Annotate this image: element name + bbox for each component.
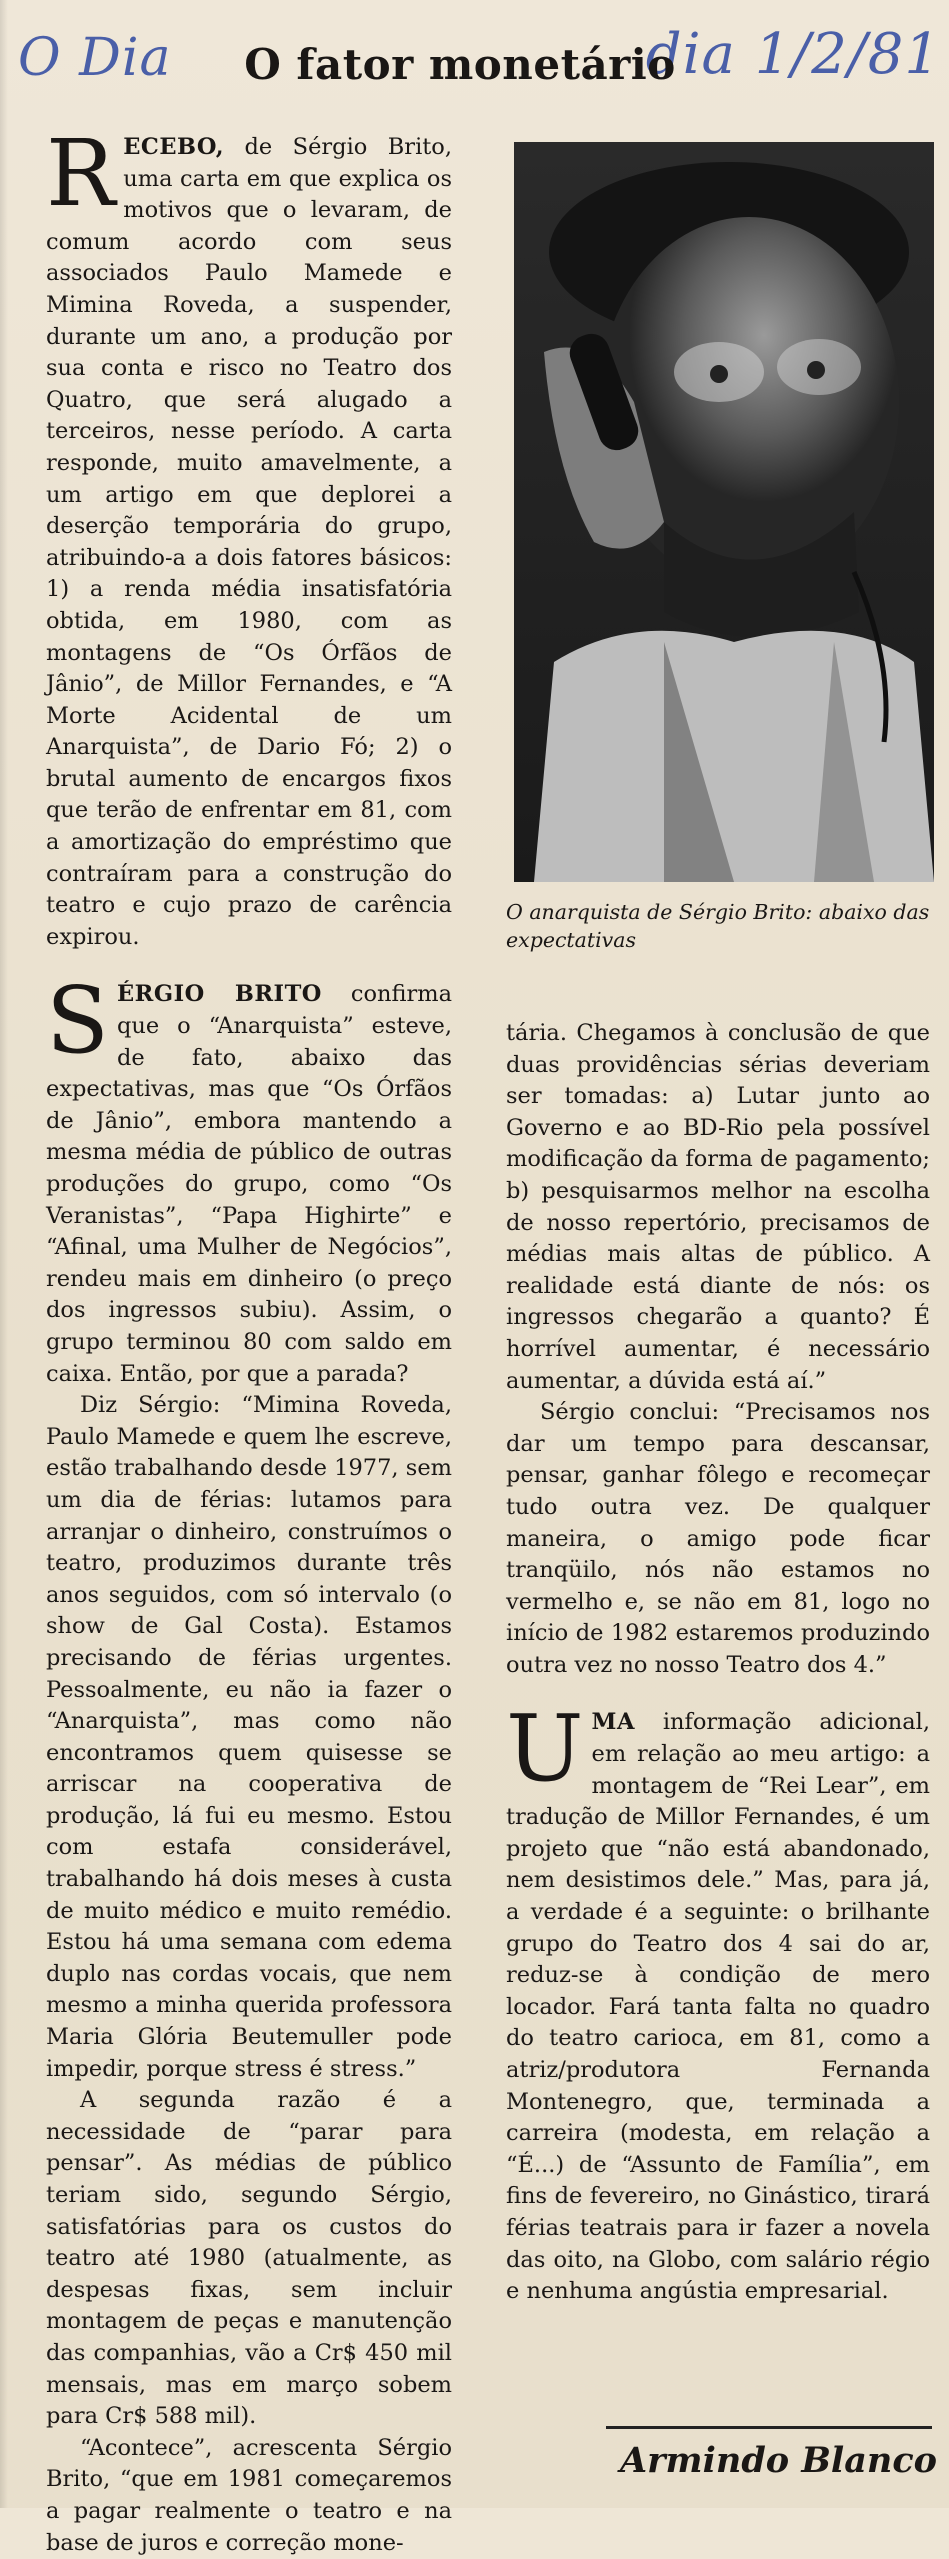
author-byline: Armindo Blanco	[619, 2440, 937, 2481]
paragraph-2	[46, 967, 452, 1390]
paragraph-1-text: de Sérgio Brito, uma carta em que explica os motivos que o levaram, de comum acordo com seus associados Paulo Mamede e Mimina Roveda, a suspender, durante um ano, a produção por sua conta e risco no Teatro dos Quatro, que será alugado a terceiros, nesse período. A carta responde, muito amavelmente, a um artigo em que deplorei a deserção temporária do grupo, atribuindo-a a dois fatores básicos: 1) a renda média insatisfatória obtida, em 1980, com as montagens de “Os Órfãos de Jânio”, de Millor Fernandes, e “A Morte Acidental de um Anarquista”, de Dario Fó; 2) o brutal aumento de encargos fixos que terão de enfrentar em 81, com a amortização do empréstimo que contraíram para a construção do teatro e cujo prazo de carência expirou.	[46, 134, 452, 950]
paragraph-3: Diz Sérgio: “Mimina Roveda, Paulo Mamede e quem lhe escreve, estão trabalhando desde 1977, sem um dia de férias: lutamos para arranjar o dinheiro, construímos o teatro, produzimos durante três anos seguidos, com só intervalo (o show de Gal Costa). Estamos precisando de férias urgentes. Pessoalmente, eu não ia fazer o “Anarquista”, mas como não encontramos quem quisesse se arriscar na cooperativa de produção, lá fui eu mesmo. Estou com estafa considerável, trabalhando há dois meses à custa de muito médico e muito remédio. Estou há uma semana com edema duplo nas cordas vocais, que nem mesmo a minha querida professora Maria Glória Beutemuller pode impedir, porque stress é stress.”	[46, 1392, 452, 2082]
paragraph-2-text: confirma que o “Anarquista” esteve, de fato, abaixo das expectativas, mas que “Os Órfãos de Jânio”, embora mantendo a mesma média de público de outras produções do grupo, como “Os Veranistas”, “Papa Highirte” e “Afinal, uma Mulher de Negócios”, rendeu mais em dinheiro (o preço dos ingressos subiu). Assim, o grupo terminou 80 com saldo em caixa. Então, por que a parada?	[46, 981, 452, 1387]
handwritten-newspaper-name: O Dia	[18, 28, 172, 88]
lead-in-caps: MA	[591, 1709, 635, 1736]
photo-caption: O anarquista de Sérgio Brito: abaixo das expectativas	[506, 900, 930, 952]
paragraph-4: A segunda razão é a necessidade de “parar para pensar”. As médias de público teriam sido, segundo Sérgio, satisfatórias para os custos do teatro até 1980 (atualmente, as despesas fixas, sem incluir montagem de peças e manutenção das companhias, vão a Cr$ 450 mil mensais, mas em março sobem para Cr$ 588 mil).	[46, 2087, 452, 2430]
drop-cap-s: S	[46, 967, 110, 1075]
article-left-column	[46, 120, 452, 2559]
paragraph-5: “Acontece”, acrescenta Sérgio Brito, “que em 1981 começaremos a pagar realmente o teatro e na base de juros e correção mone-	[46, 2434, 452, 2556]
handwritten-date: dia 1/2/81	[645, 22, 941, 87]
article-headline: O fator monetário	[244, 40, 676, 89]
paragraph-8	[506, 1695, 930, 2307]
paper-edge-shadow	[0, 0, 8, 2508]
drop-cap-u: U	[506, 1695, 584, 1803]
paragraph-1	[46, 120, 452, 953]
paragraph-7: Sérgio conclui: “Precisamos nos dar um tempo para descansar, pensar, ganhar fôlego e recomeçar tudo outra vez. De qualquer maneira, o amigo pode ficar tranqüilo, nós não estamos no vermelho e, se não em 81, logo no início de 1982 estaremos produzindo outra vez no nosso Teatro dos 4.”	[506, 1399, 930, 1678]
lead-in-caps: ECEBO,	[123, 134, 225, 160]
article-right-column	[506, 1018, 930, 2308]
byline-rule	[606, 2426, 932, 2429]
photo-illustration	[514, 142, 934, 882]
drop-cap-r: R	[46, 120, 116, 227]
lead-in-caps: ÉRGIO BRITO	[117, 981, 322, 1008]
paragraph-6: tária. Chegamos à conclusão de que duas providências sérias deveriam ser tomadas: a) Lutar junto ao Governo e ao BD-Rio pela possível modificação da forma de pagamento; b) pesquisarmos melhor na escolha de nosso repertório, precisamos de médias mais altas de público. A realidade está diante de nós: os ingressos chegarão a quanto? É horrível aumentar, é necessário aumentar, a dúvida está aí.”	[506, 1020, 930, 1394]
paragraph-8-text: informação adicional, em relação ao meu artigo: a montagem de “Rei Lear”, em tradução de Millor Fernandes, é um projeto que “não está abandonado, nem desistimos dele.” Mas, para já, a verdade é a seguinte: o brilhante grupo do Teatro dos 4 sai do ar, reduz-se à condição de mero locador. Fará tanta falta no quadro do teatro carioca, em 81, como a atriz/produtora Fernanda Montenegro, que, terminada a carreira (modesta, em relação a “É...) de “Assunto de Família”, em fins de fevereiro, no Ginástico, tirará férias teatrais para ir fazer a novela das oito, na Globo, com salário régio e nenhuma angústia empresarial.	[506, 1709, 930, 2305]
photo-man-on-telephone	[514, 142, 934, 882]
